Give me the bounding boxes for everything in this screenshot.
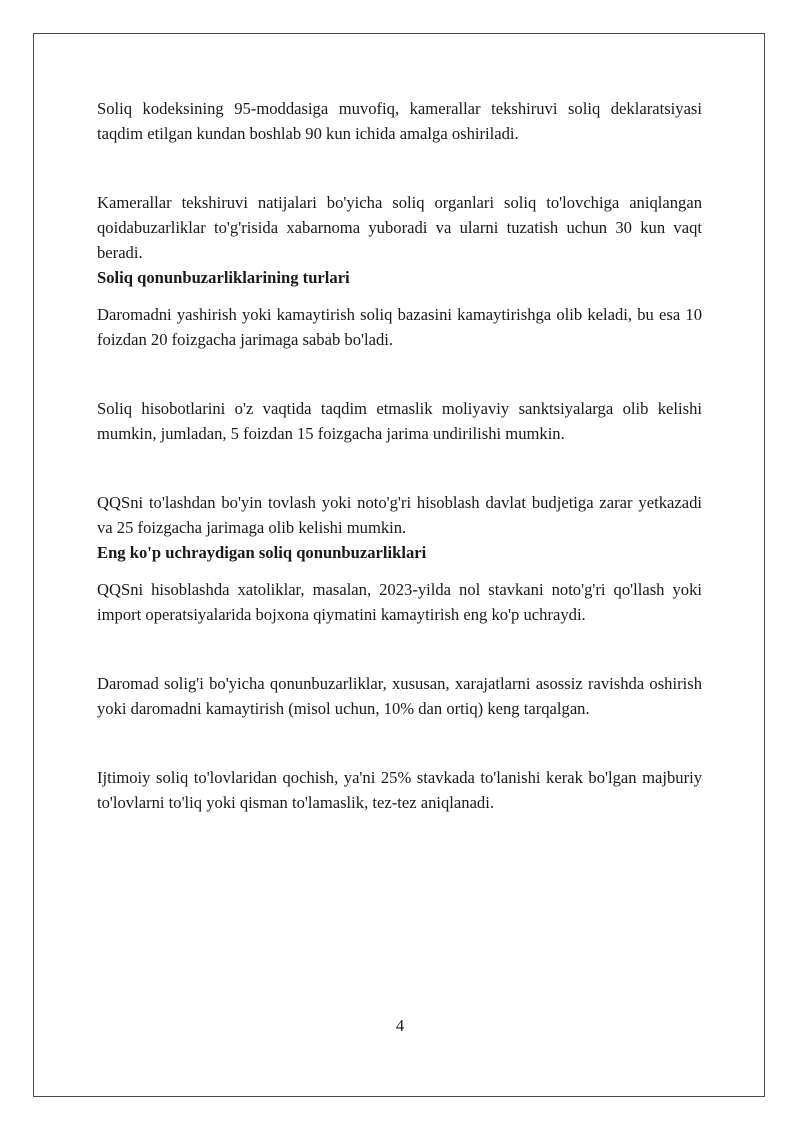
section-heading-common: Eng ko'p uchraydigan soliq qonunbuzarliklari [97, 543, 427, 562]
paragraph-types-3: QQSni to'lashdan bo'yin tovlash yoki noto'g'ri hisoblash davlat budjetiga zarar yetkazadi va 25 foizgacha jarimaga olib kelishi mumkin. [97, 493, 702, 537]
paragraph-common-3: Ijtimoiy soliq to'lovlaridan qochish, ya'ni 25% stavkada to'lanishi kerak bo'lgan majburiy to'lovlarni to'liq yoki qisman to'lamaslik, tez-tez aniqlanadi. [97, 768, 702, 812]
paragraph-intro-1: Soliq kodeksining 95-moddasiga muvofiq, kamerallar tekshiruvi soliq deklaratsiyasi taqdim etilgan kundan boshlab 90 kun ichida amalga oshiriladi. [97, 99, 702, 143]
section-heading-types: Soliq qonunbuzarliklarining turlari [97, 268, 350, 287]
paragraph-intro-2: Kamerallar tekshiruvi natijalari bo'yicha soliq organlari soliq to'lovchiga aniqlangan qoidabuzarliklar to'g'risida xabarnoma yuboradi va ularni tuzatish uchun 30 kun vaqt beradi. [97, 193, 702, 262]
paragraph-common-1: QQSni hisoblashda xatoliklar, masalan, 2023-yilda nol stavkani noto'g'ri qo'llash yoki import operatsiyalarida bojxona qiymatini kamaytirish eng ko'p uchraydi. [97, 580, 702, 624]
paragraph-types-2: Soliq hisobotlarini o'z vaqtida taqdim etmaslik moliyaviy sanktsiyalarga olib kelishi mumkin, jumladan, 5 foizdan 15 foizgacha jarima undirilishi mumkin. [97, 399, 702, 443]
paragraph-types-1: Daromadni yashirish yoki kamaytirish soliq bazasini kamaytirishga olib keladi, bu esa 10 foizdan 20 foizgacha jarimaga sabab bo'ladi. [97, 305, 702, 349]
document-body [97, 96, 702, 815]
page-number: 4 [395, 1016, 405, 1035]
paragraph-common-2: Daromad solig'i bo'yicha qonunbuzarliklar, xususan, xarajatlarni asossiz ravishda oshirish yoki daromadni kamaytirish (misol uchun, 10% dan ortiq) keng tarqalgan. [97, 674, 702, 718]
